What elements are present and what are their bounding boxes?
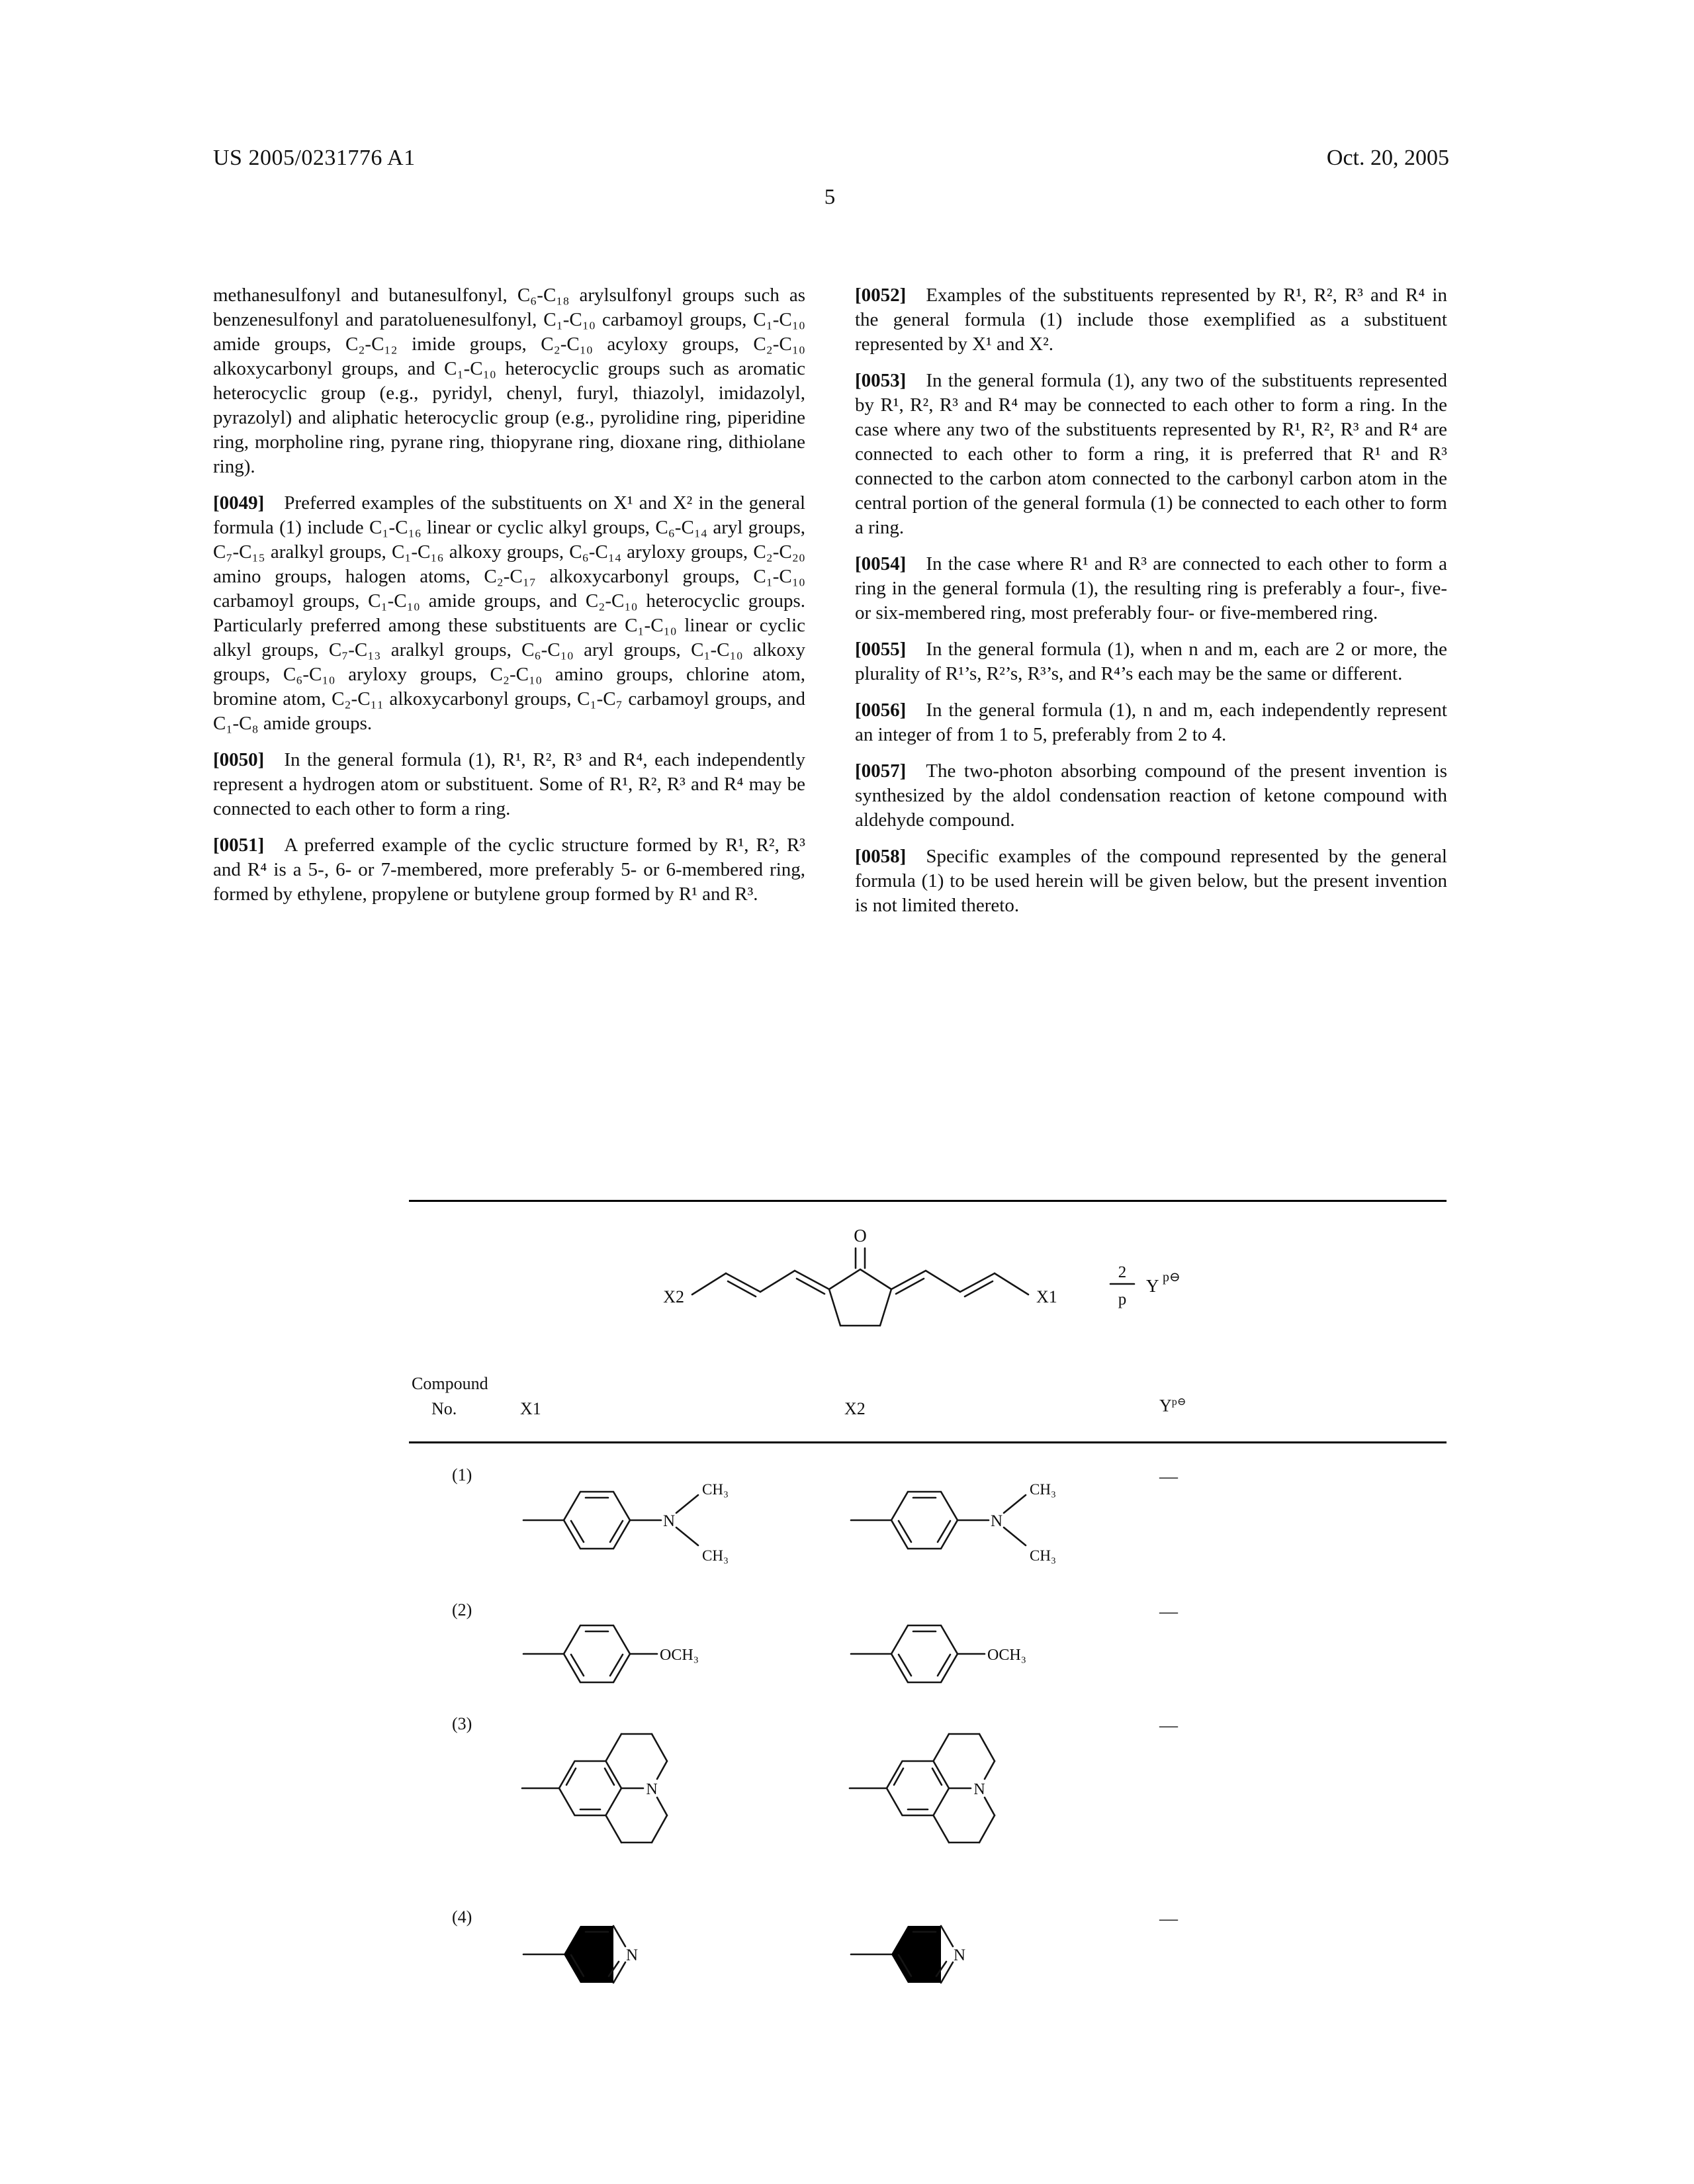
paragraph-number: [0051]	[213, 835, 265, 856]
structure-x2-julolidinyl	[848, 1711, 1014, 1865]
paragraph-number: [0054]	[855, 553, 907, 574]
fraction-denominator: p	[1118, 1291, 1127, 1308]
paragraph-number: [0058]	[855, 846, 907, 867]
paragraph	[855, 759, 1447, 833]
fraction-numerator: 2	[1118, 1263, 1127, 1281]
y-value: —	[1159, 1602, 1178, 1622]
paragraph	[213, 491, 805, 736]
paragraph-text: The two-photon absorbing compound of the present invention is synthesized by the aldol condensation reaction of ketone compound with aldehyde compound.	[855, 760, 1447, 831]
right-column	[855, 283, 1447, 930]
paragraph	[855, 552, 1447, 625]
compound-number: (4)	[452, 1907, 472, 1927]
general-formula-figure	[397, 1218, 1390, 1373]
paragraph-text: In the case where R¹ and R³ are connected to each other to form a ring in the general formula (1), the resulting ring is preferably a four-, five- or six-membered ring, most preferably four- or five-membered ring.	[855, 553, 1447, 623]
paragraph-number: [0056]	[855, 700, 907, 721]
counter-ion-y-label: Y	[1146, 1276, 1159, 1296]
counter-ion-superscript: p⊖	[1163, 1270, 1181, 1285]
paragraph-text: In the general formula (1), n and m, each independently represent an integer of from 1 to 5, preferably from 2 to 4.	[855, 700, 1447, 745]
table-header-x2: X2	[844, 1399, 866, 1418]
paragraph-text: Examples of the substituents represented by R¹, R², R³ and R⁴ in the general formula (1) include those exemplified as a substituent represented by X¹ and X².	[855, 285, 1447, 355]
paragraph-number: [0050]	[213, 749, 265, 770]
table-header-compound: Compound	[412, 1374, 488, 1393]
structure-x2-methoxyphenyl	[848, 1604, 1067, 1710]
patent-number: US 2005/0231776 A1	[213, 146, 416, 170]
paragraph-text: In the general formula (1), when n and m, each are 2 or more, the plurality of R¹’s, R²’s, R³’s, and R⁴’s each may be the same or different.	[855, 639, 1447, 684]
carbonyl-oxygen-label: O	[854, 1226, 867, 1246]
paragraph-number: [0055]	[855, 639, 907, 660]
paragraph	[855, 844, 1447, 918]
paragraph	[213, 748, 805, 821]
structure-x1-pyridyl	[521, 1905, 680, 2011]
compound-number: (2)	[452, 1600, 472, 1619]
paragraph	[855, 283, 1447, 357]
page-number: 5	[824, 185, 836, 209]
paragraph	[213, 833, 805, 907]
structure-x1-dimethylaminophenyl	[521, 1471, 772, 1576]
cyclopentanone-ring	[829, 1269, 891, 1326]
compound-number: (3)	[452, 1714, 472, 1733]
paragraph	[855, 637, 1447, 686]
paragraph-number: [0052]	[855, 285, 907, 306]
structure-x1-julolidinyl	[521, 1711, 686, 1865]
table-header-y	[1159, 1395, 1186, 1416]
right-diene-arm	[891, 1271, 1057, 1306]
paragraph	[855, 698, 1447, 747]
table-header-no: No.	[431, 1399, 457, 1418]
left-diene-arm	[663, 1271, 829, 1306]
x1-label: X1	[1036, 1287, 1057, 1306]
paragraph-text: methanesulfonyl and butanesulfonyl, C₆-C₁₈ arylsulfonyl groups such as benzenesulfonyl and paratoluenesulfonyl, C₁-C₁₀ carbamoyl groups, C₁-C₁₀ amide groups, C₂-C₁₂ imide groups, C₂-C₁₀ acyloxy groups, C₂-C₁₀ alkoxycarbonyl groups, and C₁-C₁₀ heterocyclic groups such as aromatic heterocyclic group (e.g., pyridyl, chenyl, furyl, thiazolyl, imidazolyl, pyrazolyl) and aliphatic heterocyclic group (e.g., pyrolidine ring, piperidine ring, morpholine ring, pyrane ring, thiopyrane ring, dioxane ring, dithiolane ring).	[213, 285, 805, 477]
cyclopentanone-core	[829, 1226, 891, 1326]
y-value: —	[1159, 1715, 1178, 1736]
x2-label: X2	[663, 1287, 684, 1306]
counter-ion-notation	[1110, 1263, 1181, 1308]
structure-x2-pyridyl	[848, 1905, 1007, 2011]
table-top-rule	[409, 1200, 1447, 1202]
paragraph-text: In the general formula (1), any two of the substituents represented by R¹, R², R³ and R⁴ may be connected to each other to form a ring. In the case where any two of the substituents represented by R¹, R², R³ and R⁴ are connected to each other to form a ring, it is preferred that R¹ and R³ connected to the carbon atom connected to the carbonyl carbon atom in the central portion of the general formula (1) be connected to each other to form a ring.	[855, 370, 1447, 538]
paragraph-text: Preferred examples of the substituents on X¹ and X² in the general formula (1) include C₁-C₁₆ linear or cyclic alkyl groups, C₆-C₁₄ aryl groups, C₇-C₁₅ aralkyl groups, C₁-C₁₆ alkoxy groups, C₆-C₁₄ aryloxy groups, C₂-C₂₀ amino groups, halogen atoms, C₂-C₁₇ alkoxycarbonyl groups, C₁-C₁₀ carbamoyl groups, C₁-C₁₀ amide groups, and C₂-C₁₀ heterocyclic groups. Particularly preferred among these substituents are C₁-C₁₀ linear or cyclic alkyl groups, C₇-C₁₃ aralkyl groups, C₆-C₁₀ aryl groups, C₁-C₁₀ alkoxy groups, C₆-C₁₀ aryloxy groups, C₂-C₁₀ amino groups, chlorine atom, bromine atom, C₂-C₁₁ alkoxycarbonyl groups, C₁-C₇ carbamoyl groups, and C₁-C₈ amide groups.	[213, 492, 805, 734]
paragraph	[855, 369, 1447, 540]
paragraph-text: A preferred example of the cyclic structure formed by R¹, R², R³ and R⁴ is a 5-, 6- or 7-membered, more preferably 5- or 6-membered ring, formed by ethylene, propylene or butylene group formed by R¹ and R³.	[213, 835, 805, 905]
y-value: —	[1159, 1909, 1178, 1929]
table-header-x1: X1	[520, 1399, 541, 1418]
paragraph	[213, 283, 805, 479]
paragraph-text: In the general formula (1), R¹, R², R³ and R⁴, each independently represent a hydrogen atom or substituent. Some of R¹, R², R³ and R⁴ may be connected to each other to form a ring.	[213, 749, 805, 819]
left-column	[213, 283, 805, 919]
structure-x1-methoxyphenyl	[521, 1604, 739, 1710]
table-header-y-superscript: p⊖	[1171, 1396, 1186, 1408]
paragraph-number: [0053]	[855, 370, 907, 391]
table-header-rule	[409, 1441, 1447, 1443]
y-value: —	[1159, 1467, 1178, 1487]
publication-date: Oct. 20, 2005	[1326, 146, 1449, 170]
paragraph-number: [0049]	[213, 492, 265, 514]
table-header-y-base: Y	[1159, 1396, 1172, 1416]
paragraph-number: [0057]	[855, 760, 907, 782]
compound-number: (1)	[452, 1465, 472, 1484]
structure-x2-dimethylaminophenyl	[848, 1471, 1100, 1576]
paragraph-text: Specific examples of the compound represented by the general formula (1) to be used herein will be given below, but the present invention is not limited thereto.	[855, 846, 1447, 916]
